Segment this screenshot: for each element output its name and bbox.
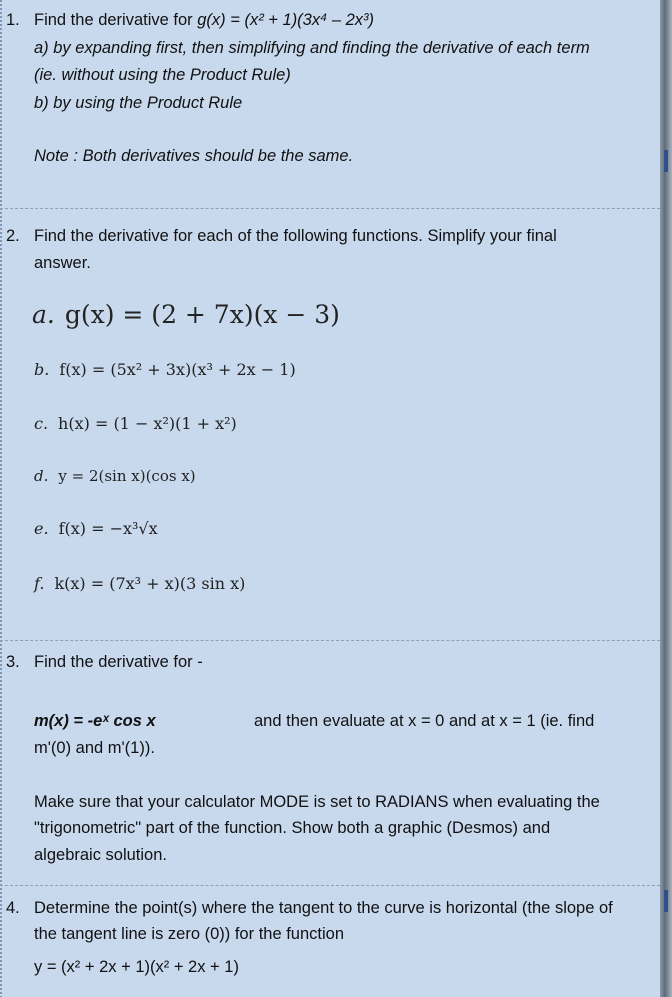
- q4-prompt-cont: the tangent line is zero (0)) for the function: [34, 925, 345, 943]
- q2-item-b: [34, 360, 296, 379]
- section-divider: [0, 885, 660, 886]
- q2-item-expr: h(x) = (1 − x²)(1 + x²): [58, 414, 237, 433]
- q2-item-label: b.: [34, 360, 50, 379]
- q1-function: g(x) = (x² + 1)(3x⁴ – 2x³): [197, 11, 375, 29]
- q2-item-e: [34, 519, 158, 538]
- q2-item-expr: g(x) = (2 + 7x)(x − 3): [64, 300, 340, 329]
- q3-instruction-3: algebraic solution.: [34, 846, 167, 864]
- q2-number: 2.: [6, 227, 20, 245]
- q3-number: 3.: [6, 653, 20, 671]
- q3-evaluate-cont: m'(0) and m'(1)).: [34, 739, 155, 757]
- q2-item-c: [34, 414, 237, 433]
- edge-marker: [664, 150, 668, 172]
- q2-item-label: f.: [34, 574, 45, 593]
- q2-item-label: d.: [34, 467, 49, 485]
- q4-prompt: Determine the point(s) where the tangent to the curve is horizontal (the slope of: [34, 899, 613, 917]
- q1-part-a: a) by expanding first, then simplifying and finding the derivative of each term: [34, 39, 590, 57]
- q3-function: m(x) = -eˣ cos x: [34, 712, 156, 730]
- q2-item-label: c.: [34, 414, 49, 433]
- q2-item-expr: f(x) = (5x² + 3x)(x³ + 2x − 1): [59, 360, 296, 379]
- q4-number: 4.: [6, 899, 20, 917]
- edge-marker: [664, 890, 668, 912]
- q2-item-label: e.: [34, 519, 49, 538]
- q2-item-f: [34, 574, 245, 593]
- q2-item-expr: f(x) = −x³√x: [58, 519, 158, 538]
- section-divider: [0, 640, 660, 641]
- q1-note: Note : Both derivatives should be the same.: [34, 147, 354, 165]
- q3-instruction-2: "trigonometric" part of the function. Show both a graphic (Desmos) and: [34, 819, 551, 837]
- page-left-border: [0, 0, 2, 997]
- q2-prompt: Find the derivative for each of the following functions. Simplify your final: [34, 227, 557, 245]
- q4-function: y = (x² + 2x + 1)(x² + 2x + 1): [34, 958, 239, 976]
- q2-item-expr: k(x) = (7x³ + x)(3 sin x): [54, 574, 246, 593]
- q1-number: 1.: [6, 11, 20, 29]
- q1-part-a-cont: (ie. without using the Product Rule): [34, 66, 291, 84]
- q1-prompt-prefix: Find the derivative for: [34, 11, 198, 29]
- q3-instruction-1: Make sure that your calculator MODE is set to RADIANS when evaluating the: [34, 793, 600, 811]
- section-divider: [0, 208, 660, 209]
- q2-item-a: [32, 300, 340, 329]
- q3-prompt: Find the derivative for -: [34, 653, 203, 671]
- q2-prompt-cont: answer.: [34, 254, 91, 272]
- q2-item-expr: y = 2(sin x)(cos x): [58, 467, 196, 485]
- q3-evaluate: and then evaluate at x = 0 and at x = 1 (ie. find: [254, 712, 595, 730]
- q1-prompt: [34, 10, 374, 30]
- q2-item-d: [34, 467, 196, 485]
- q2-item-label: a.: [32, 300, 55, 329]
- q1-part-b: b) by using the Product Rule: [34, 94, 243, 112]
